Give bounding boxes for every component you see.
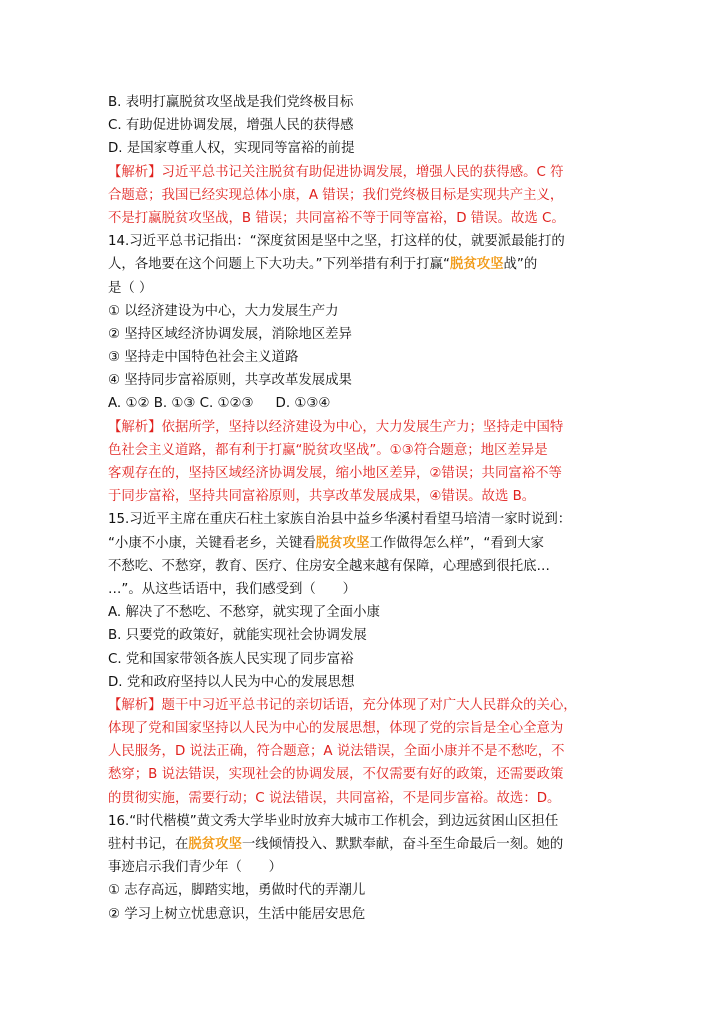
q15-stem-line: …”。从这些话语中，我们感受到（ ） xyxy=(108,581,356,597)
q14-stem-text: 战”的 xyxy=(503,257,538,273)
q15-stem-text: 工作做得怎么样”，“看到大家 xyxy=(369,535,544,551)
q14-choices xyxy=(108,392,618,415)
q14-item: ① 以经济建设为中心，大力发展生产力 xyxy=(108,303,339,319)
q14-analysis-line: 客观存在的，坚持区域经济协调发展，缩小地区差异，②错误；共同富裕不等 xyxy=(108,466,562,481)
q16-stem-line xyxy=(108,833,618,856)
q15-stem-line: 15.习近平主席在重庆石柱土家族自治县中益乡华溪村看望马培清一家时说到： xyxy=(108,512,572,528)
q16-stem-line: 事迹启示我们青少年（ ） xyxy=(108,860,283,876)
q14-analysis-line: 色社会主义道路，都有利于打赢“脱贫攻坚战”。①③符合题意；地区差异是 xyxy=(108,442,548,458)
q14-analysis-line: 【解析】依据所学，坚持以经济建设为中心，大力发展生产力；坚持走中国特 xyxy=(108,419,564,435)
q13-analysis-line: 不是打赢脱贫攻坚战，B 错误；共同富裕不等于同等富裕，D 错误。故选 C。 xyxy=(108,210,565,226)
q14-stem-text: 人，各地要在这个问题上下大功夫。”下列举措有利于打赢“ xyxy=(108,257,450,273)
q14-analysis-line: 于同步富裕，坚持共同富裕原则，共享改革发展成果，④错误。故选 B。 xyxy=(108,489,536,505)
q13-option-b: B. 表明打赢脱贫攻坚战是我们党终极目标 xyxy=(108,95,354,110)
q13-analysis-line: 合题意；我国已经实现总体小康，A 错误；我们党终极目标是实现共产主义， xyxy=(108,187,564,203)
q15-option: C. 党和国家带领各族人民实现了同步富裕 xyxy=(108,651,354,667)
document-body xyxy=(108,91,618,926)
q15-option: A. 解决了不愁吃、不愁穿，就实现了全面小康 xyxy=(108,605,380,621)
q16-stem-text: 一线倾情投入、默默奉献，奋斗至生命最后一刻。她的 xyxy=(241,837,564,852)
q14-choices-abc: A. ①② B. ①③ C. ①②③ xyxy=(108,396,254,412)
q14-item: ② 坚持区域经济协调发展，消除地区差异 xyxy=(108,326,352,342)
q14-item: ③ 坚持走中国特色社会主义道路 xyxy=(108,350,299,366)
q14-choice-d: D. ①③④ xyxy=(275,396,331,412)
q13-option-c: C. 有助促进协调发展，增强人民的获得感 xyxy=(108,118,354,134)
keyword-highlight: 脱贫攻坚 xyxy=(188,837,242,852)
q14-stem-line: 14.习近平总书记指出：“深度贫困是坚中之坚，打这样的仗，就要派最能打的 xyxy=(108,234,565,250)
q14-item: ④ 坚持同步富裕原则，共享改革发展成果 xyxy=(108,373,352,389)
q15-stem-text: “小康不小康，关键看老乡，关键看 xyxy=(108,535,316,551)
keyword-highlight: 脱贫攻坚 xyxy=(449,257,504,273)
q14-stem-line: 是（ ） xyxy=(108,280,153,296)
q16-item: ① 志存高远，脚踏实地，勇做时代的弄潮儿 xyxy=(108,883,366,899)
q15-stem-line: 不愁吃、不愁穿，教育、医疗、住房安全越来越有保障，心理感到很托底… xyxy=(108,558,550,574)
q13-option-d: D. 是国家尊重人权，实现同等富裕的前提 xyxy=(108,141,355,157)
q15-analysis-line: 人民服务，D 说法正确，符合题意；A 说法错误，全面小康并不是不愁吃，不 xyxy=(108,744,565,760)
q15-option: B. 只要党的政策好，就能实现社会协调发展 xyxy=(108,628,367,644)
q15-analysis-line: 愁穿；B 说法错误，实现社会的协调发展，不仅需要有好的政策，还需要政策 xyxy=(108,767,564,783)
q15-analysis-line: 体现了党和国家坚持以人民为中心的发展思想，体现了党的宗旨是全心全意为 xyxy=(108,721,564,737)
keyword-highlight: 脱贫攻坚 xyxy=(315,535,370,551)
q15-stem-line xyxy=(108,532,618,555)
q14-stem-line xyxy=(108,253,618,276)
q16-stem-text: 驻村书记，在 xyxy=(108,837,189,852)
q16-item: ② 学习上树立忧患意识，生活中能居安思危 xyxy=(108,906,366,922)
q13-analysis-line: 【解析】习近平总书记关注脱贫有助促进协调发展，增强人民的获得感。C 符 xyxy=(108,164,564,180)
q16-stem-line: 16.“时代楷模”黄文秀大学毕业时放弃大城市工作机会，到边远贫困山区担任 xyxy=(108,813,559,829)
q15-analysis-line: 的贯彻实施，需要行动；C 说法错误，共同富裕，不是同步富裕。故选：D。 xyxy=(108,790,561,806)
q15-option: D. 党和政府坚持以人民为中心的发展思想 xyxy=(108,674,355,690)
q15-analysis-line: 【解析】题干中习近平总书记的亲切话语，充分体现了对广大人民群众的关心， xyxy=(108,697,577,713)
